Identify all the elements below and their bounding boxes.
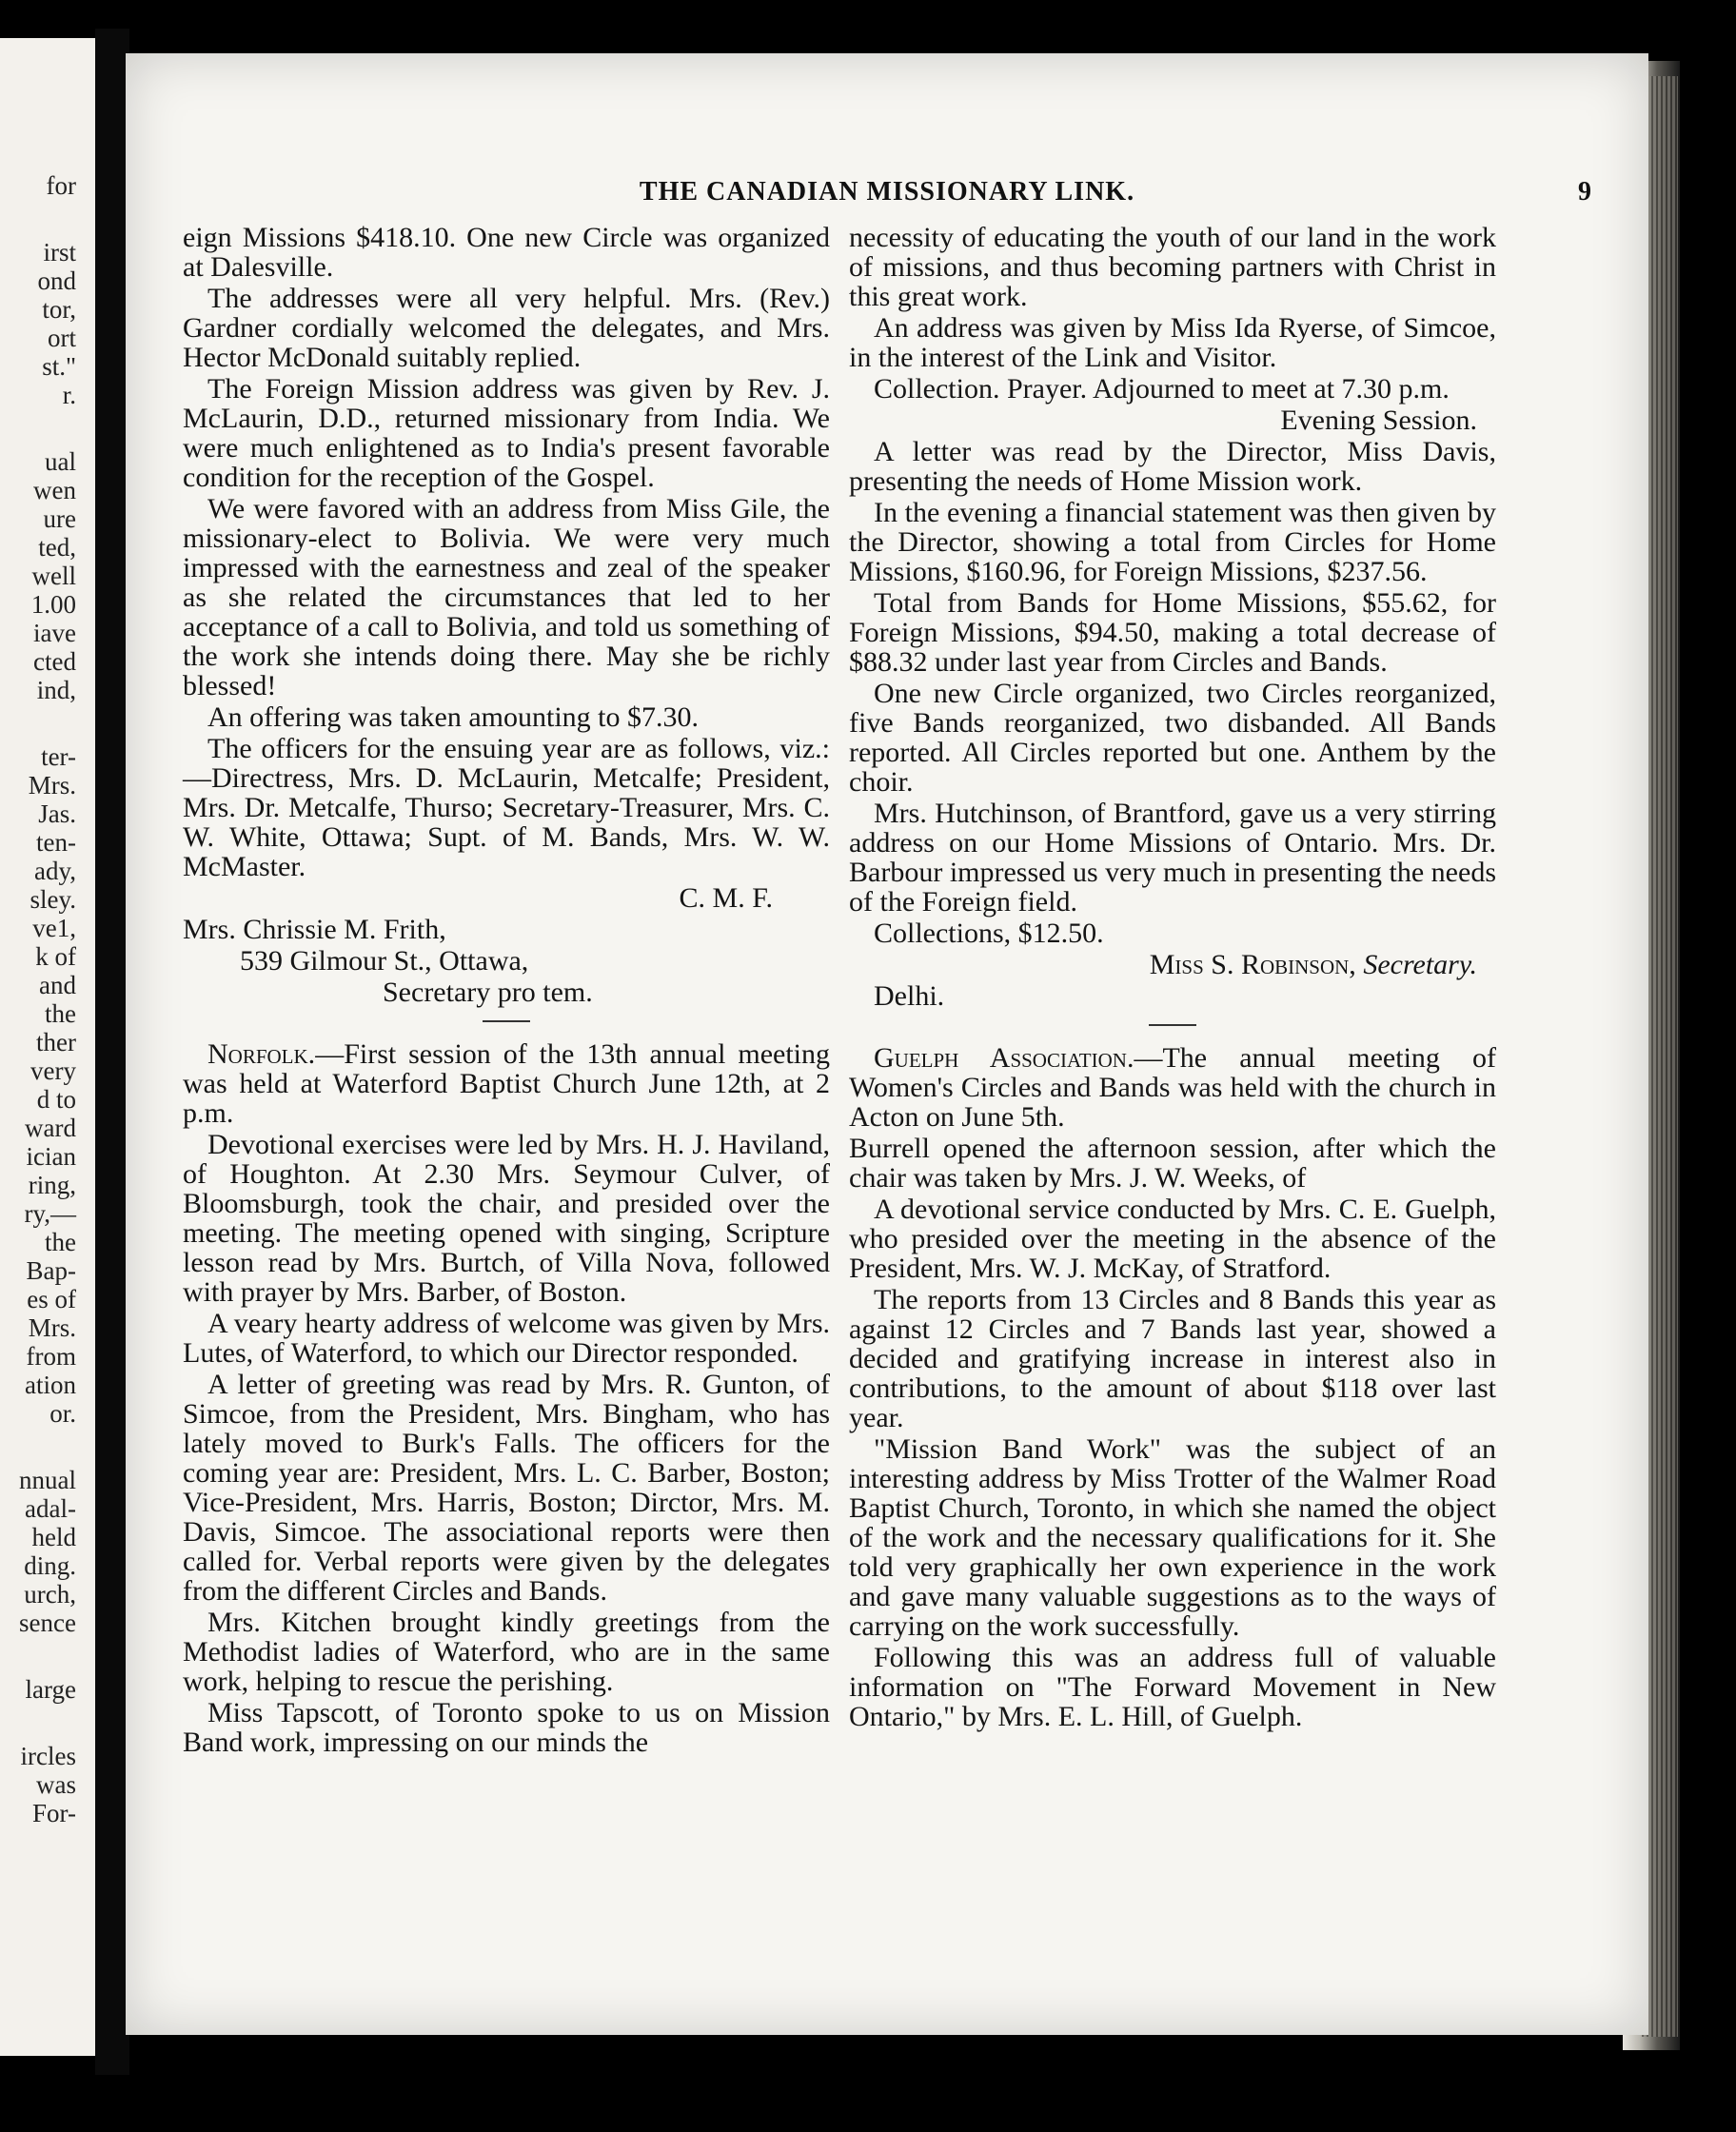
address-line: Mrs. Chrissie M. Frith,: [183, 914, 446, 945]
facing-page-fragment: [0, 38, 95, 2056]
signature-place: Delhi.: [874, 980, 945, 1012]
paragraph: Total from Bands for Home Missions, $55.62, for Foreign Missions, $94.50, making a total decrease of $88.32 under last year from Circles and Bands.: [849, 587, 1496, 678]
paragraph: The Foreign Mission address was given by Rev. J. McLaurin, D.D., returned missionary from India. We were much enlightened as to India's present favorable condition for the reception of the Gospel.: [183, 373, 830, 493]
facing-page-text-fragment: ter-: [41, 742, 76, 771]
paragraph-text: —First session of the 13th annual meeting was held at Waterford Baptist Church June 12th, at 2 p.m.: [183, 1038, 830, 1129]
facing-page-text-fragment: ician: [26, 1142, 76, 1171]
paragraph: "Mission Band Work" was the subject of an interesting address by Miss Trotter of the Walmer Road Baptist Church, Toronto, in which she named the object of the work and the necessary qualifications for it. She told very graphically her own experience in the work and gave many valuable suggestions as to the ways of carrying on the work successfully.: [849, 1433, 1496, 1642]
facing-page-text-fragment: wen: [33, 476, 76, 504]
paragraph: Following this was an address full of valuable information on "The Forward Movement in New Ontario," by Mrs. E. L. Hill, of Guelph.: [849, 1642, 1496, 1732]
paragraph: [849, 1043, 1496, 1132]
facing-page-text-fragment: 1.00: [30, 590, 76, 619]
book-page: [126, 53, 1648, 2035]
facing-page-text-fragment: sley.: [30, 885, 76, 914]
facing-page-text-fragment: cted: [33, 647, 76, 676]
facing-page-text-fragment: was: [36, 1770, 76, 1799]
paragraph: Collections, $12.50.: [874, 918, 1104, 949]
facing-page-text-fragment: from: [26, 1342, 76, 1371]
facing-page-text-fragment: es of: [27, 1285, 76, 1313]
facing-page-text-fragment: irst: [43, 238, 76, 266]
signature-name: Miss S. Robinson,: [1149, 949, 1356, 980]
facing-page-text-fragment: ve1,: [32, 914, 76, 942]
paragraph: Burrell opened the afternoon session, after which the chair was taken by Mrs. J. W. Weeks, of: [849, 1133, 1496, 1194]
facing-page-text-fragment: ort: [48, 324, 76, 352]
facing-page-text-fragment: st.": [42, 352, 76, 381]
facing-page-text-fragment: For-: [32, 1799, 76, 1827]
address-line: Secretary pro tem.: [383, 977, 593, 1008]
facing-page-text-fragment: and: [39, 971, 76, 999]
paragraph: eign Missions $418.10. One new Circle was organized at Dalesville.: [183, 222, 830, 283]
initials: C. M. F.: [679, 882, 773, 914]
facing-page-text-fragment: iave: [33, 619, 76, 647]
facing-page-text-fragment: ding.: [24, 1551, 76, 1580]
signature-title: Secretary.: [1363, 949, 1477, 980]
facing-page-text-fragment: the: [45, 1228, 76, 1256]
facing-page-text-fragment: Mrs.: [28, 771, 76, 800]
right-column: [849, 223, 1496, 1733]
paragraph: An offering was taken amounting to $7.30.: [207, 701, 700, 733]
page-number: 9: [1578, 177, 1591, 207]
facing-page-text-fragment: ady,: [34, 857, 76, 885]
section-heading: Guelph Association.: [874, 1042, 1134, 1074]
address-line: 539 Gilmour St., Ottawa,: [240, 945, 529, 977]
facing-page-text-fragment: adal-: [25, 1494, 76, 1523]
paragraph: The reports from 13 Circles and 8 Bands this year as against 12 Circles and 7 Bands last year, showed a decided and gratifying increase in interest also in contributions, to the amount of about $118 over last year.: [849, 1284, 1496, 1433]
paragraph: A letter was read by the Director, Miss Davis, presenting the needs of Home Mission work.: [849, 436, 1496, 497]
facing-page-text-fragment: the: [45, 999, 76, 1028]
facing-page-text-fragment: sence: [19, 1609, 76, 1637]
paragraph: An address was given by Miss Ida Ryerse, of Simcoe, in the interest of the Link and Visitor.: [849, 312, 1496, 373]
facing-page-text-fragment: tor,: [42, 295, 76, 324]
facing-page-text-fragment: ircles: [20, 1742, 76, 1770]
paragraph: One new Circle organized, two Circles reorganized, five Bands reorganized, two disbanded. All Bands reported. All Circles reported but one. Anthem by the choir.: [849, 678, 1496, 798]
paragraph: A veary hearty address of welcome was given by Mrs. Lutes, of Waterford, to which our Director responded.: [183, 1308, 830, 1369]
paragraph: We were favored with an address from Miss Gile, the missionary-elect to Bolivia. We were very much impressed with the earnestness and zeal of the speaker as she related the circumstances that led to her acceptance of a call to Bolivia, and told us something of the work she intends doing there. May she be richly blessed!: [183, 493, 830, 701]
section-divider: [1149, 1024, 1196, 1026]
left-column: [183, 223, 830, 1759]
section-divider: [483, 1020, 530, 1022]
paragraph: Devotional exercises were led by Mrs. H. J. Haviland, of Houghton. At 2.30 Mrs. Seymour Culver, of Bloomsburgh, took the chair, and presided over the meeting. The meeting opened with singing, Scripture lesson read by Mrs. Burtch, of Villa Nova, followed with prayer by Mrs. Barber, of Boston.: [183, 1129, 830, 1308]
facing-page-text-fragment: nnual: [19, 1466, 76, 1494]
facing-page-text-fragment: ure: [43, 504, 76, 533]
paragraph: The officers for the ensuing year are as follows, viz.:—Directress, Mrs. D. McLaurin, Metcalfe; President, Mrs. Dr. Metcalfe, Thurso; Secretary-Treasurer, Mrs. C. W. White, Ottawa; Supt. of M. Bands, Mrs. W. W. McMaster.: [183, 733, 830, 882]
facing-page-text-fragment: held: [31, 1523, 76, 1551]
paragraph: Collection. Prayer. Adjourned to meet at 7.30 p.m.: [874, 373, 1450, 405]
paragraph: necessity of educating the youth of our land in the work of missions, and thus becoming partners with Christ in this great work.: [849, 222, 1496, 312]
facing-page-text-fragment: very: [30, 1056, 76, 1085]
paragraph: A devotional service conducted by Mrs. C. E. Guelph, who presided over the meeting in the absence of the President, Mrs. W. J. McKay, of Stratford.: [849, 1194, 1496, 1284]
facing-page-text-fragment: Jas.: [38, 800, 76, 828]
paragraph: [183, 1039, 830, 1128]
paragraph: A letter of greeting was read by Mrs. R. Gunton, of Simcoe, from the President, Mrs. Bingham, who has lately moved to Burk's Falls. The officers for the coming year are: President, Mrs. L. C. Barber, Boston; Vice-President, Mrs. Harris, Boston; Dirctor, Mrs. M. Davis, Simcoe. The associational reports were then called for. Verbal reports were given by the delegates from the different Circles and Bands.: [183, 1369, 830, 1607]
running-head: THE CANADIAN MISSIONARY LINK.: [639, 177, 1135, 207]
facing-page-text-fragment: large: [25, 1675, 76, 1704]
session-heading: Evening Session.: [1280, 405, 1477, 436]
facing-page-text-fragment: ual: [45, 447, 76, 476]
facing-page-text-fragment: or.: [49, 1399, 76, 1428]
facing-page-text-fragment: ond: [37, 266, 76, 295]
book-gutter: [95, 29, 129, 2075]
paragraph: In the evening a financial statement was then given by the Director, showing a total from Circles for Home Missions, $160.96, for Foreign Missions, $237.56.: [849, 497, 1496, 587]
facing-page-text-fragment: Bap-: [26, 1256, 76, 1285]
paragraph: The addresses were all very helpful. Mrs. (Rev.) Gardner cordially welcomed the delegates, and Mrs. Hector McDonald suitably replied.: [183, 283, 830, 373]
paragraph: Mrs. Kitchen brought kindly greetings from the Methodist ladies of Waterford, who are in the same work, helping to rescue the perishing.: [183, 1607, 830, 1697]
signature: [849, 950, 1477, 979]
facing-page-text-fragment: k of: [35, 942, 76, 971]
paragraph-text: —The annual meeting of Women's Circles and Bands was held with the church in Acton on June 5th.: [849, 1042, 1497, 1133]
facing-page-text-fragment: ring,: [28, 1171, 76, 1199]
facing-page-text-fragment: ind,: [36, 676, 76, 704]
facing-page-text-fragment: well: [31, 562, 76, 590]
facing-page-text-fragment: ther: [36, 1028, 76, 1056]
facing-page-text-fragment: ted,: [38, 533, 76, 562]
facing-page-text-fragment: ry,—: [24, 1199, 76, 1228]
facing-page-text-fragment: ation: [25, 1371, 76, 1399]
facing-page-text-fragment: r.: [62, 381, 76, 409]
facing-page-text-fragment: ward: [25, 1114, 76, 1142]
paragraph: Miss Tapscott, of Toronto spoke to us on Mission Band work, impressing on our minds the: [183, 1697, 830, 1758]
facing-page-text-fragment: for: [46, 171, 76, 200]
facing-page-text-fragment: Mrs.: [28, 1313, 76, 1342]
section-heading: Norfolk.: [207, 1038, 316, 1070]
facing-page-text-fragment: ten-: [36, 828, 76, 857]
facing-page-text-fragment: urch,: [24, 1580, 76, 1609]
paragraph: Mrs. Hutchinson, of Brantford, gave us a very stirring address on our Home Missions of Ontario. Mrs. Dr. Barbour impressed us very much in presenting the needs of the Foreign field.: [849, 798, 1496, 918]
facing-page-text-fragment: d to: [36, 1085, 76, 1114]
